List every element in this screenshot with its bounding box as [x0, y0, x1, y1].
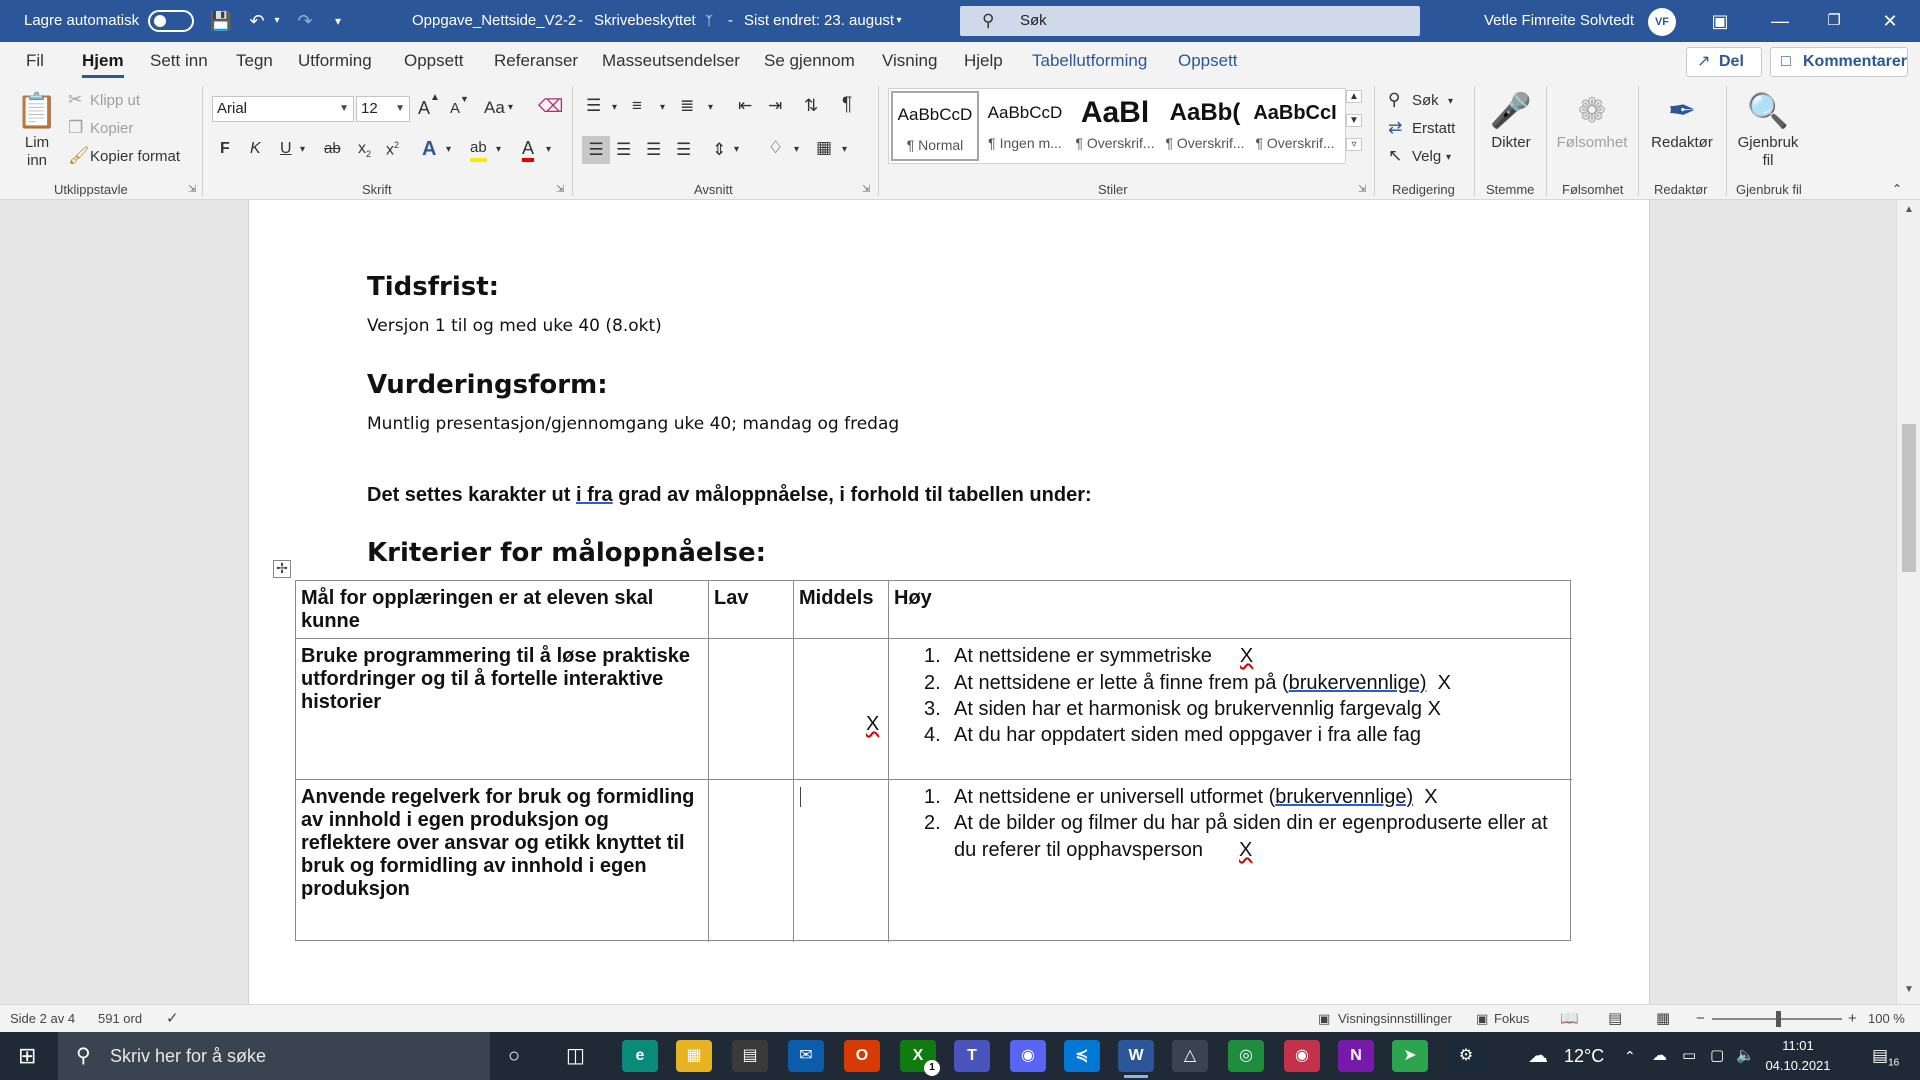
windows-start-icon[interactable]: ⊞	[18, 1043, 37, 1068]
find-icon: ⚲	[1388, 90, 1401, 109]
save-icon[interactable]: 💾	[209, 11, 233, 31]
reuse-file-icon: 🔍	[1746, 92, 1790, 130]
replace-icon: ⇄	[1388, 118, 1403, 137]
row1-medium-mark: X	[866, 713, 880, 735]
share-button[interactable]: ↗ Del	[1686, 47, 1762, 77]
select-button[interactable]: Velg	[1412, 148, 1442, 165]
strikethrough-button[interactable]: ab	[324, 140, 341, 157]
proofing-icon[interactable]: ✓	[166, 1010, 179, 1027]
sensitivity-icon: ❁	[1577, 92, 1607, 130]
tab-draw[interactable]: Tegn	[236, 51, 273, 70]
view-settings-icon: ▣	[1318, 1011, 1331, 1026]
discord-icon[interactable]: ◉	[1010, 1040, 1046, 1072]
shading-icon[interactable]: ♢	[768, 138, 784, 157]
tab-mailings[interactable]: Masseutsendelser	[602, 51, 740, 70]
change-case-button[interactable]: Aa	[484, 98, 505, 117]
microphone-icon: 🎤	[1489, 92, 1533, 130]
file-explorer-icon[interactable]: ▦	[676, 1040, 712, 1072]
tab-view[interactable]: Visning	[882, 51, 938, 70]
undo-icon[interactable]: ↶	[249, 11, 265, 31]
grow-font-button[interactable]: A	[418, 98, 431, 118]
temperature[interactable]: 12°C	[1564, 1046, 1605, 1066]
group-label-styles: Stiler	[1098, 182, 1128, 197]
heading-deadline: Tidsfrist:	[367, 272, 500, 302]
style-no-spacing[interactable]: AaBbCcD ¶ Ingen m...	[987, 103, 1063, 151]
line-spacing-dropdown-icon[interactable]: ▾	[734, 144, 740, 155]
text-effects-button[interactable]: A	[422, 138, 437, 160]
row2-item-2-continued: du referer til opphavsperson X	[954, 839, 1253, 861]
weather-icon[interactable]: ☁	[1528, 1045, 1548, 1067]
criteria-table: Mål for opplæringen er at eleven skal kunne Lav Middels Høy Bruke programmering til å løse praktiske utfordringer og til å fortelle interaktive historier X 1. At nettsidene er symmetriske X 2. At nettsidene er lette å finne frem på (brukervennlige) X 3. At siden har et harmonisk og brukervennlig fargevalg X 4. At du har oppdatert siden med oppgaver i fra alle fag Anvende regelverk for bruk og formidling av innhold i egen produksjon og reflektere over ansvar og etikk knyttet til bruk og formidling av innhold i egen produksjon 1. At nettsidene er universell utformet (brukervennlige) X 2. At de bilder og filmer du har på siden din er egenproduserte eller at du referer til opphavsperson X	[295, 580, 1571, 941]
styles-scroll-down-icon[interactable]: ▼	[1346, 114, 1362, 127]
clock[interactable]: 11:01 04.10.2021	[1765, 1038, 1831, 1073]
copy-icon: ❐	[68, 118, 84, 137]
volume-icon[interactable]: 🔈	[1736, 1047, 1755, 1064]
tab-layout[interactable]: Oppsett	[404, 51, 464, 70]
task-view-icon[interactable]: ◫	[566, 1045, 585, 1067]
status-bar	[0, 1004, 1920, 1032]
font-color-button[interactable]: A	[522, 138, 534, 162]
chrome-icon[interactable]: ◎	[1228, 1040, 1264, 1072]
vscode-icon[interactable]: ≼	[1064, 1040, 1100, 1072]
superscript-button[interactable]: $x^2$	[386, 140, 400, 159]
vertical-scrollbar[interactable]	[1896, 200, 1920, 1014]
change-case-dropdown-icon[interactable]: ▾	[508, 102, 514, 113]
style-normal[interactable]: AaBbCcD ¶ Normal	[891, 91, 979, 161]
group-label-editor: Redaktør	[1654, 182, 1708, 197]
notifications-icon[interactable]: $▤_{16}$	[1872, 1046, 1900, 1069]
highlight-button[interactable]: ab	[470, 138, 487, 162]
select-icon: ↖	[1388, 146, 1403, 165]
editor-pen-icon: ✒	[1667, 92, 1697, 130]
xbox-icon[interactable]: X 1	[900, 1040, 936, 1072]
share-icon: ↗	[1697, 53, 1711, 70]
row2-goal: Anvende regelverk for bruk og formidling av innhold i egen produksjon og reflektere over ansvar og etikk knyttet til bruk og formidling av innhold i egen produksjon	[301, 786, 695, 900]
numbering-icon[interactable]: ≡	[632, 96, 642, 115]
tab-review[interactable]: Se gjennom	[764, 51, 855, 70]
read-mode-icon[interactable]: 📖	[1560, 1010, 1579, 1027]
justify-icon[interactable]: ☰	[676, 140, 692, 159]
font-launcher-icon[interactable]: ⇲	[556, 184, 565, 195]
protected-icon: ᛉ	[705, 13, 713, 28]
borders-icon[interactable]: ▦	[816, 138, 833, 157]
telegram-icon[interactable]: ➤	[1392, 1040, 1428, 1072]
document-page[interactable]	[248, 200, 1650, 1014]
header-goal: Mål for opplæringen er at eleven skal kunne	[301, 587, 654, 632]
table-move-handle-icon[interactable]: ✢	[273, 560, 291, 578]
align-right-icon[interactable]: ☰	[646, 140, 662, 159]
print-layout-icon[interactable]: ▤	[1608, 1010, 1623, 1027]
tab-help[interactable]: Hjelp	[964, 51, 1003, 70]
group-label-editing: Redigering	[1392, 182, 1455, 197]
scrollbar-thumb[interactable]	[1902, 424, 1916, 572]
comments-button[interactable]: □ Kommentarer	[1770, 47, 1908, 77]
taskbar-search[interactable]: ⚲ Skriv her for å søke	[58, 1032, 490, 1080]
tab-table-layout[interactable]: Oppsett	[1178, 51, 1238, 70]
replace-button[interactable]: Erstatt	[1412, 120, 1456, 137]
header-low: Lav	[714, 587, 749, 609]
font-name-select[interactable]: Arial ▼	[212, 96, 354, 122]
dictate-button[interactable]: 🎤 Dikter	[1484, 88, 1538, 151]
paste-button[interactable]: 📋 Lim inn	[14, 88, 60, 170]
group-label-reuse: Gjenbruk fil	[1736, 182, 1802, 197]
steam-icon[interactable]: ⚙	[1448, 1040, 1484, 1072]
sort-icon[interactable]: ⇅	[804, 96, 819, 115]
tab-table-design[interactable]: Tabellutforming	[1032, 51, 1148, 70]
zoom-out-button[interactable]: −	[1696, 1010, 1705, 1027]
tab-file[interactable]: Fil	[26, 51, 44, 70]
redo-icon[interactable]: ↷	[297, 11, 313, 31]
show-marks-icon[interactable]: ¶	[842, 94, 853, 115]
assessment-text: Muntlig presentasjon/gjennomgang uke 40; mandag og fredag	[367, 414, 900, 434]
header-medium: Middels	[799, 587, 874, 609]
restore-icon[interactable]: ❐	[1827, 12, 1841, 29]
underline-button[interactable]: U	[280, 140, 292, 157]
cortana-icon[interactable]: ○	[508, 1045, 521, 1067]
read-only-label: Skrivebeskyttet	[594, 12, 696, 29]
recording-app-icon[interactable]: ◉	[1284, 1040, 1320, 1072]
decrease-indent-icon[interactable]: ⇤	[738, 96, 753, 115]
styles-gallery	[888, 88, 1346, 164]
styles-launcher-icon[interactable]: ⇲	[1358, 184, 1367, 195]
borders-dropdown-icon[interactable]: ▾	[842, 144, 848, 155]
minimize-icon[interactable]: —	[1771, 11, 1789, 31]
group-label-voice: Stemme	[1486, 182, 1535, 197]
document-area	[0, 200, 1920, 1014]
zoom-level[interactable]: 100 %	[1868, 1011, 1905, 1026]
shading-dropdown-icon[interactable]: ▾	[794, 144, 800, 155]
last-edited-dropdown-icon[interactable]: ▾	[896, 15, 902, 26]
style-heading-2[interactable]: AaBb( ¶ Overskrif...	[1165, 99, 1245, 151]
scroll-up-icon[interactable]: ▲	[1904, 204, 1914, 215]
bullets-dropdown-icon[interactable]: ▾	[612, 102, 618, 113]
store-icon[interactable]: ▤	[732, 1040, 768, 1072]
paragraph-launcher-icon[interactable]: ⇲	[862, 184, 871, 195]
close-icon[interactable]: ✕	[1882, 11, 1898, 31]
increase-indent-icon[interactable]: ⇥	[768, 96, 783, 115]
collapse-ribbon-icon[interactable]: ⌃	[1892, 182, 1903, 196]
title-bar	[0, 0, 1920, 42]
group-label-clipboard: Utklippstavle	[54, 182, 128, 197]
format-painter-icon: 🖌	[68, 146, 90, 165]
autosave-label: Lagre automatisk	[24, 12, 140, 29]
tray-expand-icon[interactable]: ⌃	[1624, 1048, 1636, 1064]
network-icon[interactable]: ▢	[1710, 1047, 1725, 1064]
group-label-font: Skrift	[362, 182, 392, 197]
tab-home[interactable]: Hjem	[82, 42, 124, 82]
header-high: Høy	[894, 587, 932, 609]
scissors-icon: ✂	[68, 90, 83, 109]
group-label-sensitivity: Følsomhet	[1562, 182, 1624, 197]
view-settings-button[interactable]: Visningsinnstillinger	[1338, 1011, 1452, 1026]
align-left-icon[interactable]: ☰	[582, 136, 610, 164]
autosave-toggle[interactable]	[148, 10, 194, 32]
shrink-font-icon: ▼	[460, 94, 469, 104]
ribbon-tabs	[0, 42, 1920, 82]
align-center-icon[interactable]: ☰	[616, 140, 632, 159]
numbering-dropdown-icon[interactable]: ▾	[660, 102, 666, 113]
undo-dropdown-icon[interactable]: ▾	[274, 15, 280, 26]
zoom-in-button[interactable]: +	[1848, 1010, 1857, 1027]
taskbar	[0, 1032, 1920, 1080]
tab-references[interactable]: Referanser	[494, 51, 579, 70]
zoom-slider-thumb[interactable]	[1776, 1011, 1781, 1027]
word-icon[interactable]: W	[1118, 1040, 1154, 1072]
title-dash-2: -	[728, 12, 733, 29]
underline-dropdown-icon[interactable]: ▾	[300, 144, 306, 155]
cloud-icon[interactable]: ☁	[1652, 1047, 1667, 1064]
clipboard-launcher-icon[interactable]: ⇲	[188, 184, 197, 195]
multilevel-list-icon[interactable]: ≣	[680, 96, 695, 115]
onenote-icon[interactable]: N	[1338, 1040, 1374, 1072]
teams-icon[interactable]: T	[954, 1040, 990, 1072]
row1-goal: Bruke programmering til å løse praktiske utfordringer og til å fortelle interaktive historier	[301, 645, 691, 713]
subscript-button[interactable]: $x_2$	[358, 140, 372, 160]
styles-more-icon[interactable]: ▿	[1346, 138, 1362, 151]
ribbon-display-icon[interactable]: ▣	[1711, 11, 1729, 31]
clipboard-icon: 📋	[15, 92, 59, 130]
battery-icon[interactable]: ▭	[1682, 1047, 1697, 1064]
title-dash: -	[578, 12, 583, 29]
web-layout-icon[interactable]: ▦	[1656, 1010, 1671, 1027]
bold-button[interactable]: F	[220, 140, 230, 157]
format-painter-button[interactable]: Kopier format	[90, 148, 181, 165]
text-effects-dropdown-icon[interactable]: ▾	[446, 144, 452, 155]
scroll-down-icon[interactable]: ▼	[1904, 984, 1914, 995]
style-heading-1[interactable]: AaBl ¶ Overskrif...	[1075, 96, 1155, 151]
ribbon	[0, 82, 1920, 200]
deadline-text: Versjon 1 til og med uke 40 (8.okt)	[367, 316, 662, 336]
sensitivity-button[interactable]: ❁ Følsomhet	[1554, 88, 1630, 151]
page-count[interactable]: Side 2 av 4	[10, 1011, 76, 1026]
customize-toolbar-icon[interactable]: ▾	[334, 14, 342, 28]
search-box[interactable]	[960, 6, 1420, 36]
mail-icon[interactable]: ✉	[788, 1040, 824, 1072]
heading-criteria: Kriterier for måloppnåelse:	[367, 538, 766, 568]
find-button[interactable]: Søk	[1412, 92, 1439, 109]
document-title: Oppgave_Nettside_V2-2	[412, 12, 577, 29]
shrink-font-button[interactable]: A	[450, 100, 461, 117]
virtualbox-icon[interactable]: △	[1172, 1040, 1208, 1072]
office-icon[interactable]: O	[844, 1040, 880, 1072]
word-count[interactable]: 591 ord	[98, 1011, 143, 1026]
text-cursor	[800, 787, 801, 807]
tab-insert[interactable]: Sett inn	[150, 51, 208, 70]
line-spacing-icon[interactable]: ⇕	[712, 140, 727, 159]
cut-button[interactable]: Klipp ut	[90, 92, 141, 109]
avatar[interactable]: VF	[1648, 8, 1676, 36]
focus-icon: ▣	[1476, 1011, 1489, 1026]
italic-button[interactable]: K	[250, 140, 261, 157]
reuse-file-button[interactable]: 🔍 Gjenbruk fil	[1732, 88, 1804, 170]
group-label-paragraph: Avsnitt	[694, 182, 733, 197]
focus-button[interactable]: Fokus	[1494, 1011, 1530, 1026]
multilevel-dropdown-icon[interactable]: ▾	[708, 102, 714, 113]
edge-icon[interactable]: e	[622, 1040, 658, 1072]
search-icon: ⚲	[982, 11, 995, 30]
search-placeholder: Søk	[1020, 12, 1047, 29]
grading-text: Det settes karakter ut i fra grad av måloppnåelse, i forhold til tabellen under:	[367, 484, 1092, 506]
user-name[interactable]: Vetle Fimreite Solvtedt	[1484, 12, 1635, 29]
clear-formatting-icon[interactable]: ⌫	[538, 96, 564, 116]
heading-assessment: Vurderingsform:	[367, 370, 608, 400]
last-edited[interactable]: Sist endret: 23. august	[744, 12, 895, 29]
bullets-icon[interactable]: ☰	[586, 96, 602, 115]
tab-design[interactable]: Utforming	[298, 51, 372, 70]
taskbar-search-icon: ⚲	[76, 1045, 91, 1067]
find-dropdown-icon[interactable]: ▾	[1448, 96, 1454, 107]
font-size-select[interactable]: 12 ▼	[356, 96, 410, 122]
highlight-dropdown-icon[interactable]: ▾	[496, 144, 502, 155]
styles-scroll-up-icon[interactable]: ▲	[1346, 90, 1362, 103]
font-color-dropdown-icon[interactable]: ▾	[546, 144, 552, 155]
style-heading-3[interactable]: AaBbCcI ¶ Overskrif...	[1253, 102, 1337, 151]
copy-button[interactable]: Kopier	[90, 120, 134, 137]
comment-icon: □	[1781, 53, 1791, 70]
grow-font-icon: ▲	[430, 92, 440, 103]
editor-button[interactable]: ✒ Redaktør	[1646, 88, 1718, 151]
select-dropdown-icon[interactable]: ▾	[1446, 152, 1452, 163]
